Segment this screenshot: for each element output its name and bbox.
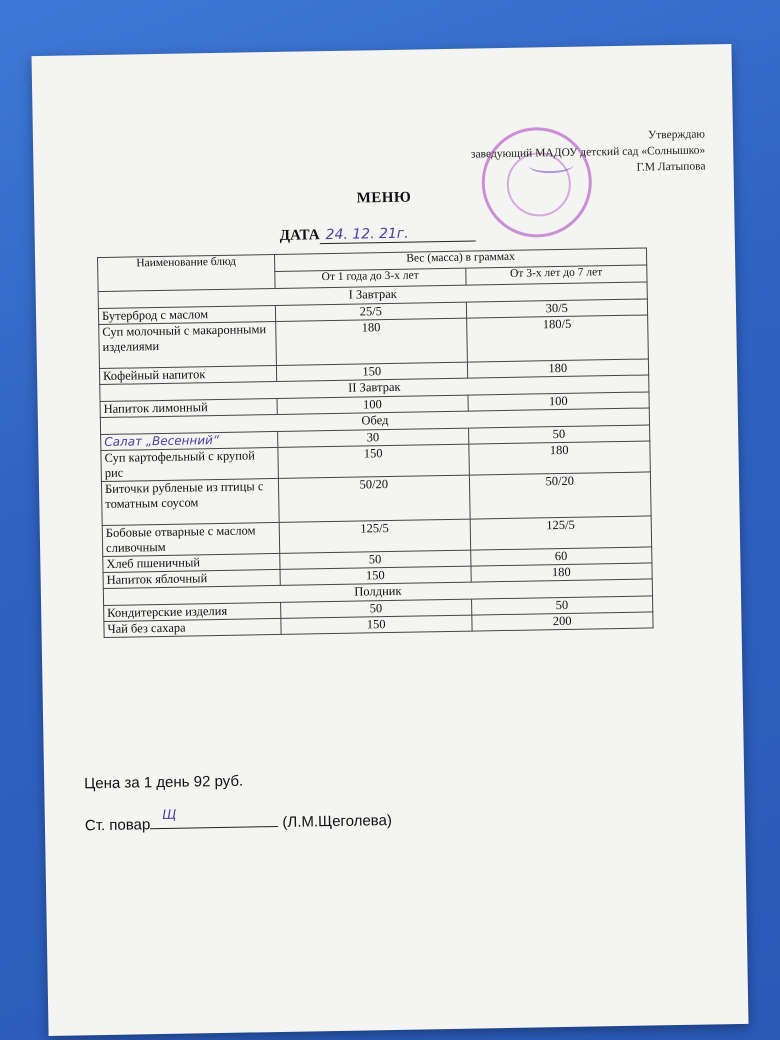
header-dish-name: Наименование блюд [98,254,276,291]
page-title: МЕНЮ [356,189,412,207]
weight-1-3: 25/5 [275,302,466,321]
weight-1-3: 150 [278,444,469,478]
dish-name: Напиток лимонный [100,398,277,417]
weight-3-7: 180/5 [466,315,648,362]
approval-line-2: заведующий МАДОУ детский сад «Солнышко» [470,144,706,161]
date-label: ДАТА [279,227,320,244]
weight-3-7: 180 [470,563,652,582]
approval-block [471,126,706,178]
dish-name: Бобовые отварные с маслом сливочным [102,522,280,556]
weight-1-3: 150 [280,566,471,585]
weight-1-3: 100 [277,395,468,414]
dish-name: Кофейный напиток [99,365,276,384]
cook-name: (Л.М.Щеголева) [282,812,393,831]
dish-name: Бутерброд с маслом [98,305,275,324]
dish-name: Суп молочный с макаронными изделиями [99,321,277,368]
weight-1-3: 50 [280,550,471,569]
weight-3-7: 50 [471,596,653,615]
section-title: Полдник [103,579,652,606]
dish-name: Салат „Весенний“ [101,431,278,450]
dish-name: Суп картофельный с крупой рис [101,447,279,481]
weight-1-3: 180 [276,318,467,365]
section-title: I Завтрак [98,282,647,309]
weight-3-7: 180 [467,359,649,378]
weight-3-7: 50/20 [469,472,651,519]
dish-name: Кондитерские изделия [104,602,281,621]
date-value: 24. 12. 21г. [319,224,475,244]
cook-label: Ст. повар [84,816,151,835]
weight-3-7: 100 [467,392,649,411]
weight-1-3: 150 [276,362,467,381]
daily-price: Цена за 1 день 92 руб. [84,772,244,793]
weight-3-7: 200 [471,612,653,631]
weight-3-7: 50 [468,425,650,444]
menu-sheet [32,44,749,1036]
menu-table [97,247,654,638]
dish-name: Напиток яблочный [103,569,280,588]
weight-1-3: 125/5 [279,519,470,553]
dish-name: Чай без сахара [104,618,281,637]
weight-3-7: 60 [470,547,652,566]
header-weight: Вес (масса) в граммах [274,248,646,271]
weight-3-7: 125/5 [470,516,652,550]
weight-3-7: 30/5 [466,299,648,318]
weight-3-7: 180 [468,441,650,475]
cook-signature: Щ [161,807,177,824]
section-title: Обед [100,408,649,435]
header-age-1-3: От 1 года до 3-х лет [275,268,466,288]
approval-line-1: Утверждаю [647,128,706,142]
cook-signature-row [85,808,392,834]
signature-line [150,807,278,829]
weight-1-3: 150 [281,615,472,634]
weight-1-3: 50 [281,599,472,618]
header-age-3-7: От 3-х лет до 7 лет [465,265,647,285]
dish-name: Биточки рубленые из птицы с томатным соусом [101,478,279,525]
dish-name: Хлеб пшеничный [103,553,280,572]
date-row [280,224,476,244]
weight-1-3: 30 [278,428,469,447]
section-title: II Завтрак [100,375,649,402]
weight-1-3: 50/20 [278,475,469,522]
approval-line-3: Г.М Латыпова [636,160,706,174]
